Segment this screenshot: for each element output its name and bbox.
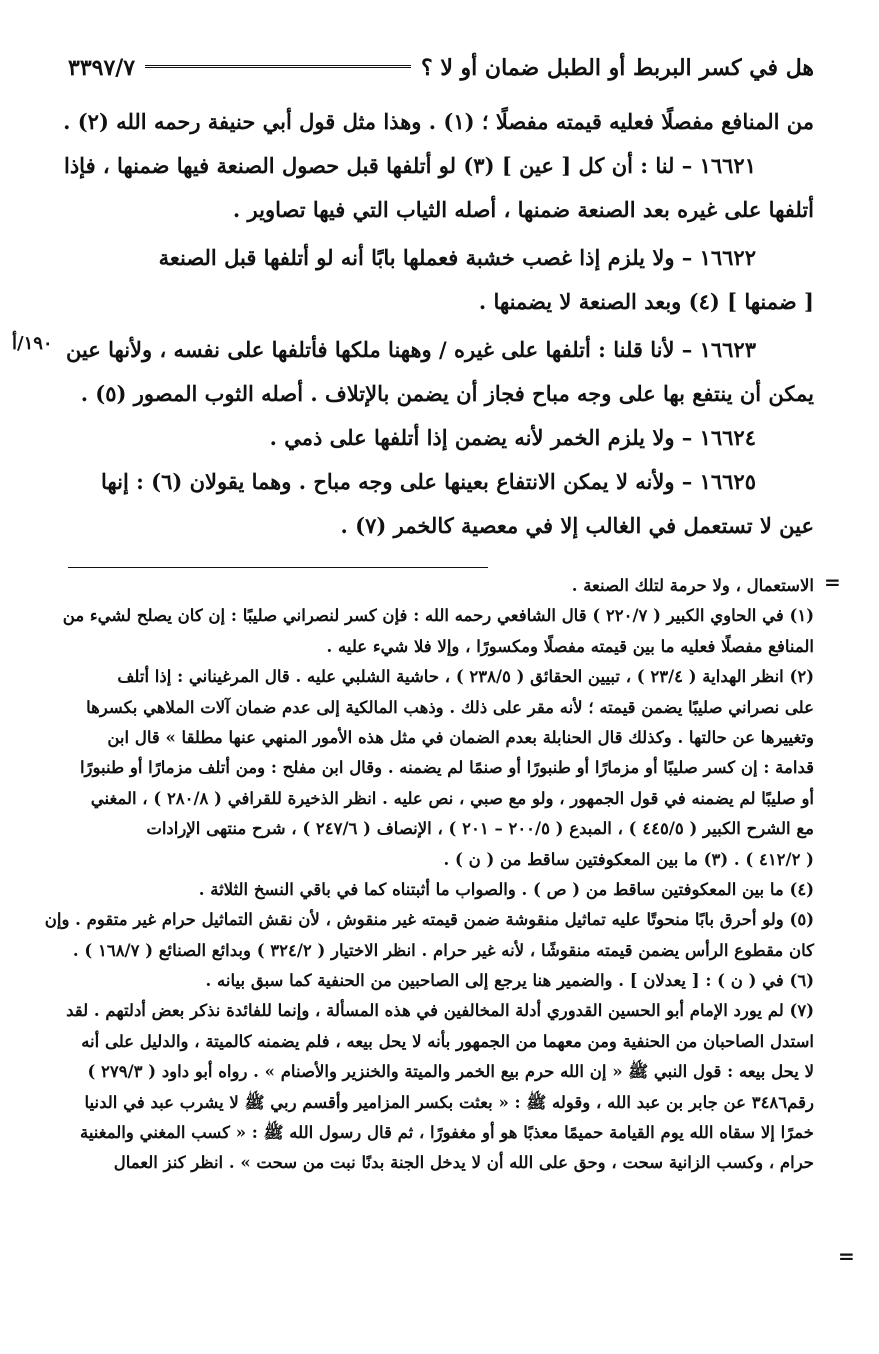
margin-folio-note: ١٩٠/أ: [12, 333, 53, 354]
footnote-line: أو صليبًا لم يضمنه في قول الجمهور ، ولو مع صبي ، نص عليه . انظر الذخيرة للقرافي ( ٢٨٠/٨ ) ، المغني: [90, 788, 814, 808]
continuation-marker-bottom: =: [838, 1244, 855, 1268]
footnote-line: (٤) ما بين المعكوفتين ساقط من ( ص ) . والصواب ما أثبتناه كما في باقي النسخ الثلاثة .: [198, 879, 814, 899]
footnote-line: (٥) ولو أحرق بابًا منحوتًا عليه تماثيل منقوشة ضمن قيمته غير منقوش ، لأن نقش التماثيل حرام غير متقوم . وإن: [44, 910, 814, 930]
footnote-line: رقم٣٤٨٦ عن جابر بن عبد الله ، وقوله ﷺ : « بعثت بكسر المزامير وأقسم ربي ﷺ لا يشرب عبد في الدنيا: [84, 1092, 814, 1112]
main-line: أتلفها على غيره بعد الصنعة ضمنها ، أصله الثياب التي فيها تصاوير .: [232, 197, 814, 222]
footnote-line: (٦) في ( ن ) : [ يعدلان ] . والضمير هنا يرجع إلى الصاحبين من الحنفية كما سبق بيانه .: [205, 971, 814, 991]
main-line: ١٦٦٢٣ – لأنا قلنا : أتلفها على غيره / وههنا ملكها فأتلفها على نفسه ، ولأنها عين: [65, 337, 756, 362]
footnote-separator: [68, 567, 488, 568]
footnote-line: خمرًا إلا سقاه الله يوم القيامة حميمًا معذبًا هو أو مغفورًا ، ثم قال رسول الله ﷺ : « كسب المغني والمغنية: [79, 1123, 814, 1143]
main-line: من المنافع مفصلًا فعليه قيمته مفصلًا ؛ (١) . وهذا مثل قول أبي حنيفة رحمه الله (٢) .: [63, 109, 814, 134]
continuation-marker-top: =: [824, 570, 841, 594]
footnotes: [44, 571, 814, 1179]
footnote-line: وتغييرها عن حالتها . وكذلك قال الحنابلة بعدم الضمان في مثل هذه الأمور المنهي عنها مطلقا » قال ابن: [107, 727, 814, 747]
main-line: يمكن أن ينتفع بها على وجه مباح فجاز أن يضمن بالإتلاف . أصله الثوب المصور (٥) .: [80, 381, 814, 406]
footnote-line: المنافع مفصلًا فعليه ما بين قيمته مفصلًا ومكسورًا ، وإلا فلا شيء عليه .: [326, 636, 814, 656]
main-line: ١٦٦٢٥ – ولأنه لا يمكن الانتفاع بعينها على وجه مباح . وهما يقولان (٦) : إنها: [101, 469, 756, 494]
footnote-line: (١) في الحاوي الكبير ( ٢٢٠/٧ ) قال الشافعي رحمه الله : فإن كسر لنصراني صليبًا : إن كان يصلح لشيء من: [62, 606, 814, 626]
footnote-line: (٧) لم يورد الإمام أبو الحسين القدوري أدلة المخالفين في هذه المسألة ، وإنما للفائدة نذكر بعض أدلتهم . لقد: [66, 1001, 814, 1021]
main-text: [63, 100, 814, 548]
footnote-line: حرام ، وكسب الزانية سحت ، وحق على الله أن لا يدخل الجنة بدنًا نبت من سحت » . انظر كنز العمال: [113, 1153, 814, 1173]
header-page-reference: ٣٣٩٧/٧: [68, 55, 136, 81]
footnote-line: مع الشرح الكبير ( ٤٤٥/٥ ) ، المبدع ( ٢٠٠/٥ – ٢٠١ ) ، الإنصاف ( ٢٤٧/٦ ) ، شرح منتهى الإرادات: [146, 819, 814, 839]
main-line: ١٦٦٢٤ – ولا يلزم الخمر لأنه يضمن إذا أتلفها على ذمي .: [269, 425, 756, 450]
header-title: هل في كسر البربط أو الطبل ضمان أو لا ؟: [420, 55, 814, 81]
footnote-line: لا يحل بيعه : قول النبي ﷺ « إن الله حرم بيع الخمر والميتة والخنزير والأصنام » . رواه أبو داود ( ٢٧٩/٣ ): [87, 1062, 814, 1082]
main-line: ١٦٦٢١ – لنا : أن كل [ عين ] (٣) لو أتلفها قبل حصول الصنعة فيها ضمنها ، فإذا: [63, 153, 756, 178]
footnote-line: استدل الصاحبان من الحنفية ومن معهما من الجمهور بأنه لا يحل بيعه ، فلم يضمنه كالميتة ، والدليل على أنه: [81, 1031, 814, 1051]
main-line: [ ضمنها ] (٤) وبعد الصنعة لا يضمنها .: [478, 289, 814, 314]
running-header: [68, 48, 814, 88]
footnote-line: ( ٤١٢/٢ ) . (٣) ما بين المعكوفتين ساقط من ( ن ) .: [443, 849, 814, 869]
main-line: عين لا تستعمل في الغالب إلا في معصية كالخمر (٧) .: [340, 513, 814, 538]
footnote-line: قدامة : إن كسر صليبًا أو مزمارًا أو طنبورًا أو صنمًا لم يضمنه . وقال ابن مفلح : ومن أتلف مزمارًا أو طنبورًا: [79, 758, 814, 778]
main-line: ١٦٦٢٢ – ولا يلزم إذا غصب خشبة فعملها بابًا أنه لو أتلفها قبل الصنعة: [158, 245, 756, 270]
footnote-line: (٢) انظر الهداية ( ٢٣/٤ ) ، تبيين الحقائق ( ٢٣٨/٥ ) ، حاشية الشلبي عليه . قال المرغيناني : إذا أتلف: [117, 667, 814, 687]
footnote-line: كان مقطوع الرأس يضمن قيمته منقوشًا ، لأنه غير حرام . انظر الاختيار ( ٣٢٤/٢ ) وبدائع الصنائع ( ١٦٨/٧ ) .: [72, 940, 814, 960]
footnote-line: على نصراني صليبًا يضمن قيمته ؛ لأنه مقر على ذلك . وذهب المالكية إلى عدم ضمان آلات الملاهي بكسرها: [86, 697, 814, 717]
header-rule: [145, 65, 411, 72]
footnote-line: الاستعمال ، ولا حرمة لتلك الصنعة .: [571, 576, 814, 595]
